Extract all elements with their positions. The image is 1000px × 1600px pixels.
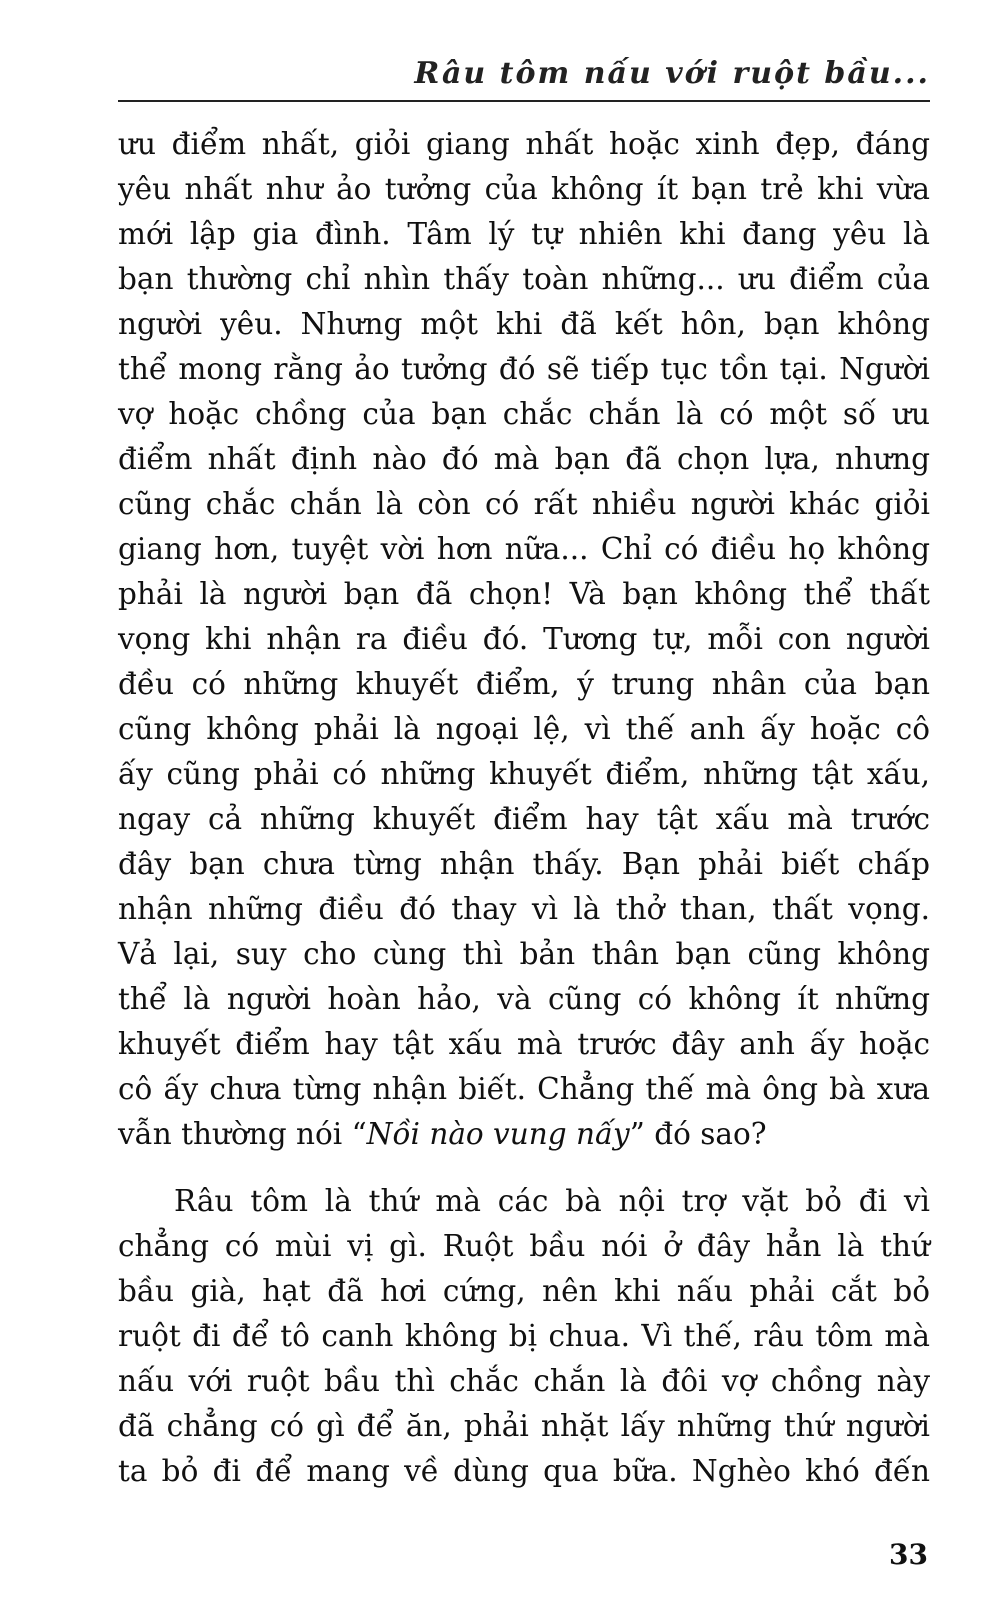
text-line: vọng khi nhận ra điều đó. Tương tự, mỗi con người — [118, 622, 930, 656]
proverb-quote: Nồi nào vung nấy — [366, 1117, 630, 1151]
text-line: khuyết điểm hay tật xấu mà trước đây anh ấy hoặc — [118, 1027, 930, 1061]
running-header — [118, 52, 930, 102]
text-line: cũng không phải là ngoại lệ, vì thế anh ấy hoặc cô — [118, 712, 930, 746]
text-line: ưu điểm nhất, giỏi giang nhất hoặc xinh đẹp, đáng — [118, 127, 930, 161]
text-line: vợ hoặc chồng của bạn chắc chắn là có một số ưu — [118, 397, 930, 431]
text-line: bầu già, hạt đã hơi cứng, nên khi nấu phải cắt bỏ — [118, 1274, 930, 1308]
paragraph-2 — [118, 1179, 930, 1494]
text-line: người yêu. Nhưng một khi đã kết hôn, bạn không — [118, 307, 930, 341]
text-line: nấu với ruột bầu thì chắc chắn là đôi vợ chồng này — [118, 1364, 930, 1398]
text-line: ngay cả những khuyết điểm hay tật xấu mà trước — [118, 802, 930, 836]
text-line: đều có những khuyết điểm, ý trung nhân của bạn — [118, 667, 930, 701]
text-line: ấy cũng phải có những khuyết điểm, những tật xấu, — [118, 757, 930, 791]
text-line: ruột đi để tô canh không bị chua. Vì thế, râu tôm mà — [118, 1319, 930, 1353]
text-line: cô ấy chưa từng nhận biết. Chẳng thế mà ông bà xưa — [118, 1072, 930, 1106]
text-line: phải là người bạn đã chọn! Và bạn không thể thất — [118, 577, 930, 611]
text-line: ta bỏ đi để mang về dùng qua bữa. Nghèo khó đến — [118, 1454, 930, 1488]
page-number: 33 — [889, 1538, 928, 1571]
text-line: yêu nhất như ảo tưởng của không ít bạn trẻ khi vừa — [118, 172, 930, 206]
text-line: đây bạn chưa từng nhận thấy. Bạn phải biết chấp — [118, 847, 930, 881]
text-line: đã chẳng có gì để ăn, phải nhặt lấy những thứ người — [118, 1409, 930, 1443]
text-line: bạn thường chỉ nhìn thấy toàn những... ưu điểm của — [118, 262, 930, 296]
body-text — [118, 122, 930, 1494]
text-line-with-quote — [118, 1112, 930, 1157]
text-line: giang hơn, tuyệt vời hơn nữa... Chỉ có điều họ không — [118, 532, 930, 566]
paragraph-1 — [118, 122, 930, 1157]
text-fragment: ” đó sao? — [629, 1117, 767, 1151]
text-line: Vả lại, suy cho cùng thì bản thân bạn cũng không — [118, 937, 930, 971]
text-line: Râu tôm là thứ mà các bà nội trợ vặt bỏ đi vì — [174, 1184, 930, 1218]
text-line: mới lập gia đình. Tâm lý tự nhiên khi đang yêu là — [118, 217, 930, 251]
text-line: thể mong rằng ảo tưởng đó sẽ tiếp tục tồn tại. Người — [118, 352, 930, 386]
text-fragment: vẫn thường nói “ — [118, 1117, 367, 1151]
running-title: Râu tôm nấu với ruột bầu... — [414, 56, 930, 91]
text-line: cũng chắc chắn là còn có rất nhiều người khác giỏi — [118, 487, 930, 521]
text-line: nhận những điều đó thay vì là thở than, thất vọng. — [118, 892, 930, 926]
text-line: thể là người hoàn hảo, và cũng có không ít những — [118, 982, 930, 1016]
text-line: chẳng có mùi vị gì. Ruột bầu nói ở đây hẳn là thứ — [118, 1229, 930, 1263]
text-line: điểm nhất định nào đó mà bạn đã chọn lựa, nhưng — [118, 442, 930, 476]
